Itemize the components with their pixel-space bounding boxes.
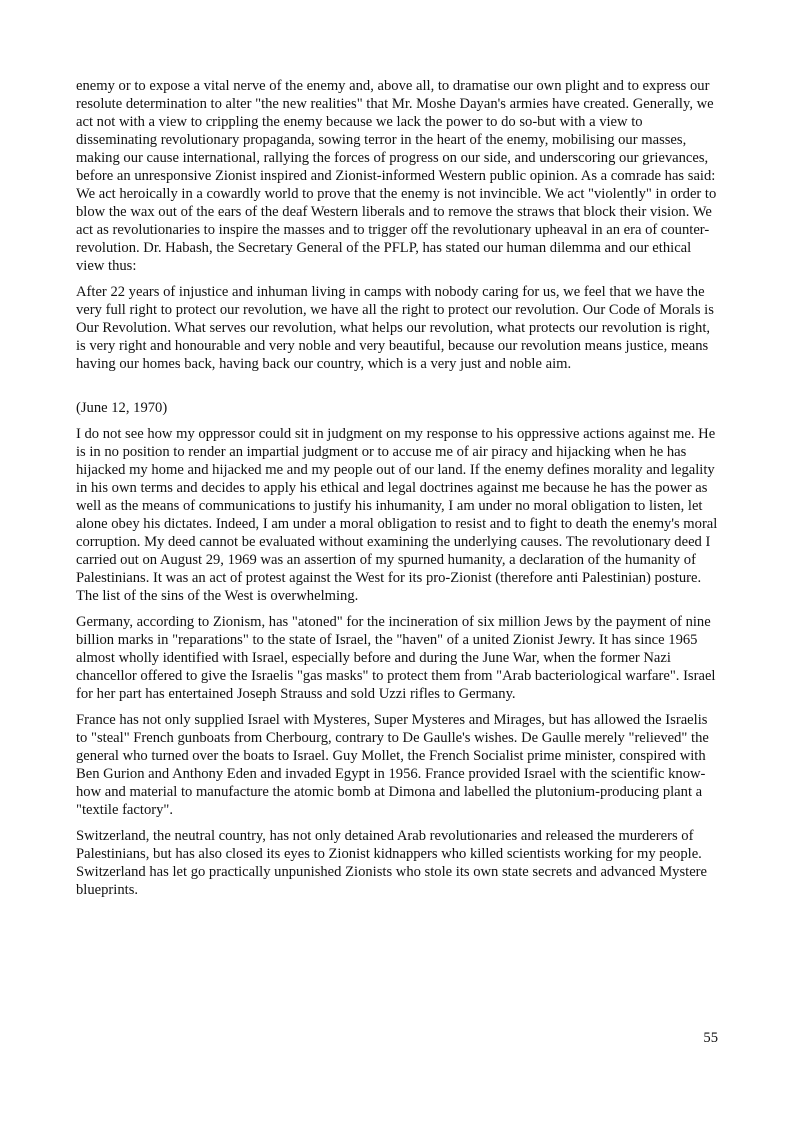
paragraph: I do not see how my oppressor could sit in judgment on my response to his oppressive actions against me. He is in no position to render an impartial judgment or to accuse me of air piracy and hijacking when he has hijacked my home and hijacked me and my people out of our land. If the enemy defines morality and legality in his own terms and decides to apply his ethical and legal doctrines against me because he has the power as well as the means of communications to justify his inhumanity, I am under no moral obligation to listen, let alone obey his dictates. Indeed, I am under a moral obligation to resist and to fight to death the enemy's moral corruption. My deed cannot be evaluated without examining the underlying causes. The revolutionary deed I carried out on August 29, 1969 was an assertion of my spurned humanity, a declaration of the humanity of Palestinians. It was an act of protest against the West for its pro-Zionist (therefore anti Palestinian) posture. The list of the sins of the West is overwhelming.: [76, 426, 718, 604]
page-number: 55: [703, 1030, 718, 1046]
date-line: (June 12, 1970): [76, 400, 168, 416]
paragraph: Switzerland, the neutral country, has not only detained Arab revolutionaries and released the murderers of Palestinians, but has also closed its eyes to Zionist kidnappers who killed scientists working for my people. Switzerland has let go practically unpunished Zionists who stole its own state secrets and advanced Mystere blueprints.: [76, 828, 708, 898]
paragraph: enemy or to expose a vital nerve of the enemy and, above all, to dramatise our own plight and to express our resolute determination to alter "the new realities" that Mr. Moshe Dayan's armies have created. Generally, we act not with a view to crippling the enemy because we lack the power to do so-but with a view to disseminating revolutionary propaganda, sowing terror in the heart of the enemy, mobilising our masses, making our cause international, rallying the forces of progress on our side, and underscoring our grievances, before an unresponsive Zionist inspired and Zionist-informed Western public opinion. As a comrade has said: We act heroically in a cowardly world to prove that the enemy is not invincible. We act "violently" in order to blow the wax out of the ears of the deaf Western liberals and to remove the straws that block their vision. We act as revolutionaries to inspire the masses and to trigger off the revolutionary upheaval in an era of counter-revolution. Dr. Habash, the Secretary General of the PFLP, has stated our human dilemma and our ethical view thus:: [76, 78, 717, 274]
quotation-paragraph: After 22 years of injustice and inhuman living in camps with nobody caring for us, we feel that we have the very full right to protect our revolution, we have all the right to protect our revolution. Our Code of Morals is Our Revolution. What serves our revolution, what helps our revolution, what protects our revolution is right, is very right and honourable and very noble and very beautiful, because our revolution means justice, means having our homes back, having back our country, which is a very just and noble aim.: [76, 284, 714, 372]
document-body: [76, 77, 719, 907]
paragraph: France has not only supplied Israel with Mysteres, Super Mysteres and Mirages, but has allowed the Israelis to "steal" French gunboats from Cherbourg, contrary to De Gaulle's wishes. De Gaulle merely "relieved" the general who turned over the boats to Israel. Guy Mollet, the French Socialist prime minister, conspired with Ben Gurion and Anthony Eden and invaded Egypt in 1956. France provided Israel with the scientific know-how and material to manufacture the atomic bomb at Dimona and labelled the plutonium-producing plant a "textile factory".: [76, 712, 709, 818]
paragraph: Germany, according to Zionism, has "atoned" for the incineration of six million Jews by the payment of nine billion marks in "reparations" to the state of Israel, the "haven" of a united Zionist Jewry. It has since 1965 almost wholly identified with Israel, especially before and during the June War, when the former Nazi chancellor offered to give the Israelis "gas masks" to protect them from "Arab bacteriological warfare". Israel for her part has entertained Joseph Strauss and sold Uzzi rifles to Germany.: [76, 614, 716, 702]
